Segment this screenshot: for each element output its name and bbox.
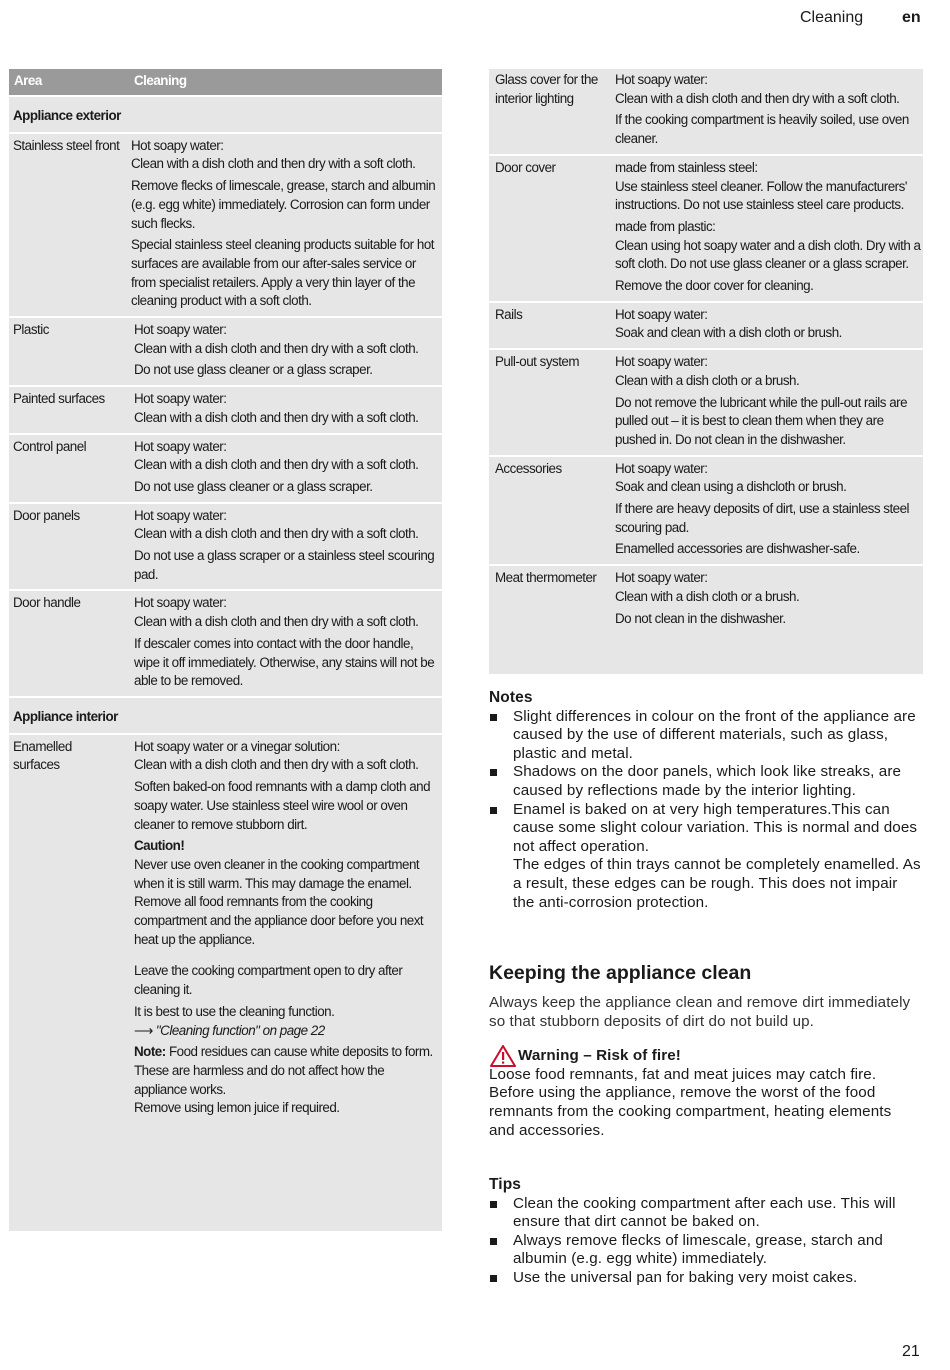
intro-text: Always keep the appliance clean and remove dirt immediately so that stubborn deposits of dirt do not build up.: [489, 994, 911, 1030]
area-cell: Rails: [495, 306, 523, 322]
line-text: Soften baked-on food remnants with a damp cloth and soapy water. Use stainless steel wire wool or oven cleaner to remove stubborn dirt.: [134, 779, 431, 832]
cleaning-cell: [615, 460, 923, 560]
line-heading: Hot soapy water:: [615, 306, 708, 322]
page-header: [0, 7, 950, 31]
line-text: Do not use glass cleaner or a glass scraper.: [134, 362, 373, 378]
table-row: [489, 566, 923, 633]
line-text: Remove the door cover for cleaning.: [615, 278, 814, 294]
table-row: [9, 318, 442, 387]
table-row: [489, 69, 923, 156]
warning-text: Loose food remnants, fat and meat juices may catch fire. Before using the appliance, remove the worst of the food remnants from the cooking compartment, heating elements and accessories.: [489, 1065, 892, 1139]
cleaning-cell: [134, 594, 442, 691]
line-text: Leave the cooking compartment open to dry after cleaning it.: [134, 963, 403, 998]
line-text: Use stainless steel cleaner. Follow the manufacturers' instructions. Do not use stainless steel care products.: [615, 178, 907, 213]
line-heading: Hot soapy water:: [615, 354, 708, 370]
list-item-text: Clean the cooking compartment after each use. This will ensure that dirt cannot be baked on.: [513, 1194, 896, 1231]
warning-triangle-icon: [490, 1045, 516, 1067]
line-text: It is best to use the cleaning function.: [134, 1003, 335, 1019]
language-code: en: [902, 9, 921, 26]
line-text: Do not use a glass scraper or a stainless steel scouring pad.: [134, 548, 435, 582]
list-item: [489, 801, 921, 913]
cleaning-cell: [615, 71, 923, 149]
line-heading: made from stainless steel:: [615, 159, 758, 175]
area-cell: Stainless steel front: [13, 137, 120, 153]
bullet-icon: [490, 1275, 497, 1282]
line-text: If descaler comes into contact with the door handle, wipe it off immediately. Otherwise, any stains will not be able to be removed.: [134, 635, 435, 689]
line-text: Special stainless steel cleaning products suitable for hot surfaces are available from our after-sales service or from specialist retailers. Apply a very thin layer of the cleaning product with a soft cloth.: [131, 237, 434, 309]
line-text: Soak and clean using a dishcloth or brush.: [615, 479, 847, 495]
col-area-header: Area: [14, 73, 42, 88]
cleaning-cell: [615, 569, 923, 628]
table-row: [9, 387, 442, 434]
line-text: Clean using hot soapy water and a dish cloth. Dry with a soft cloth. Do not use glass cleaner or a glass scraper.: [615, 237, 921, 272]
line-text: Clean with a dish cloth and then dry with a soft cloth.: [134, 614, 419, 630]
table-row: [489, 303, 923, 350]
line-heading: Hot soapy water:: [134, 595, 227, 611]
line-text: Food residues can cause white deposits to form. These are harmless and do not affect how the appliance works.: [134, 1044, 433, 1097]
line-text: Soak and clean with a dish cloth or brush.: [615, 325, 842, 341]
tips-title: Tips: [489, 1176, 521, 1193]
area-cell: Control panel: [13, 438, 87, 454]
list-item-text: Slight differences in colour on the front of the appliance are caused by the use of different materials, such as glass, plastic and metal.: [513, 707, 916, 762]
arrow-right-icon: ⟶: [134, 1022, 156, 1038]
cross-reference[interactable]: [134, 1022, 440, 1041]
notes-title: Notes: [489, 689, 533, 706]
group-title: Appliance exterior: [9, 97, 442, 134]
col-cleaning-header: Cleaning: [134, 73, 187, 88]
table-row: [489, 457, 923, 567]
bullet-icon: [490, 1238, 497, 1245]
cleaning-cell: [615, 159, 923, 296]
line-heading: Hot soapy water:: [134, 438, 227, 454]
line-heading: Hot soapy water:: [615, 72, 708, 87]
line-text: Clean with a dish cloth and then dry with a soft cloth.: [134, 457, 419, 473]
line-text: Clean with a dish cloth and then dry with a soft cloth.: [615, 90, 900, 106]
cleaning-cell: [134, 438, 442, 497]
list-item: [489, 1269, 921, 1288]
cleaning-cell: [134, 390, 442, 427]
line-heading: Hot soapy water:: [131, 137, 224, 153]
table-row: [9, 735, 442, 1123]
cleaning-table-left: [9, 69, 442, 1231]
list-item-text: Use the universal pan for baking very moist cakes.: [513, 1268, 858, 1286]
table-row: [489, 350, 923, 457]
line-text: Do not clean in the dishwasher.: [615, 610, 786, 626]
table-row: [9, 134, 442, 318]
line-text: Remove flecks of limescale, grease, starch and albumin (e.g. egg white) immediately. Corrosion can form under such flecks.: [131, 178, 436, 231]
bullet-icon: [490, 1201, 497, 1208]
table-header: [9, 69, 442, 97]
area-cell: Door handle: [13, 595, 81, 611]
line-text: Clean with a dish cloth and then dry with a soft cloth.: [134, 526, 419, 542]
line-heading: Hot soapy water:: [615, 460, 708, 476]
caution-label: Caution!: [134, 838, 185, 854]
area-cell: Painted surfaces: [13, 391, 105, 407]
line-text: Clean with a dish cloth or a brush.: [615, 372, 800, 388]
cleaning-cell: [131, 137, 442, 311]
list-item: [489, 708, 921, 764]
area-cell: Door cover: [495, 159, 556, 175]
line-text: Clean with a dish cloth and then dry with a soft cloth.: [134, 340, 419, 356]
warning-title: Warning – Risk of fire!: [518, 1047, 681, 1065]
line-text: Clean with a dish cloth and then dry with a soft cloth.: [131, 156, 416, 172]
section-title: Cleaning: [800, 9, 864, 26]
area-cell: Pull-out system: [495, 354, 580, 370]
area-cell: Door panels: [13, 507, 80, 523]
bullet-icon: [490, 807, 497, 814]
line-text: Do not remove the lubricant while the pull-out rails are pulled out – it is best to clean them when they are pushed in. Do not clean in the dishwasher.: [615, 394, 908, 447]
line-text: Never use oven cleaner in the cooking compartment when it is still warm. This may damage the enamel. Remove all food remnants from the cooking compartment and the appliance door before you next heat up the appliance.: [134, 856, 424, 947]
cleaning-table-right: [489, 69, 923, 674]
line-heading: Hot soapy water:: [134, 391, 227, 407]
list-item-extra: The edges of thin trays cannot be completely enamelled. As a result, these edges can be rough. This does not impair the anti-corrosion protection.: [513, 856, 921, 911]
tips-section: [489, 1176, 921, 1288]
area-cell: Enamelled surfaces: [13, 738, 72, 773]
line-text: Do not use glass cleaner or a glass scraper.: [134, 478, 373, 494]
bullet-icon: [490, 769, 497, 776]
warning-box: [489, 1047, 921, 1140]
table-row: [489, 156, 923, 303]
notes-section: [489, 689, 921, 912]
table-row: [9, 435, 442, 504]
line-heading: Hot soapy water or a vinegar solution:: [134, 738, 340, 754]
line-text: If there are heavy deposits of dirt, use a stainless steel scouring pad.: [615, 501, 910, 535]
line-text: Clean with a dish cloth and then dry with a soft cloth.: [134, 757, 419, 773]
list-item-text: Always remove flecks of limescale, grease, starch and albumin (e.g. egg white) immediately.: [513, 1231, 883, 1268]
cleaning-cell: [615, 353, 923, 450]
notes-list: [489, 708, 921, 913]
tips-list: [489, 1195, 921, 1288]
line-text: If the cooking compartment is heavily soiled, use oven cleaner.: [615, 112, 909, 147]
keeping-section: [489, 960, 921, 1140]
line-text: Remove using lemon juice if required.: [134, 1100, 340, 1116]
list-item-text: Shadows on the door panels, which look like streaks, are caused by reflections made by the interior lighting.: [513, 763, 902, 799]
list-item: [489, 763, 921, 800]
list-item: [489, 1195, 921, 1232]
note-label: Note:: [134, 1044, 166, 1060]
cross-reference-link[interactable]: "Cleaning function" on page 22: [155, 1022, 325, 1038]
page-number: 21: [902, 1343, 920, 1360]
line-text: Enamelled accessories are dishwasher-safe.: [615, 541, 860, 557]
line-heading: Hot soapy water:: [134, 322, 227, 338]
cleaning-cell: [134, 321, 442, 380]
cleaning-cell: [134, 738, 442, 1118]
section-heading: Keeping the appliance clean: [489, 962, 752, 984]
cleaning-cell: [134, 507, 442, 585]
area-cell: Glass cover for the interior lighting: [495, 72, 598, 106]
area-cell: Meat thermometer: [495, 570, 597, 586]
bullet-icon: [490, 714, 497, 721]
line-heading: Hot soapy water:: [134, 507, 227, 523]
cleaning-cell: [615, 306, 923, 343]
area-cell: Accessories: [495, 460, 562, 476]
list-item-text: Enamel is baked on at very high temperatures.This can cause some slight colour variation. This is normal and does not affect operation.: [513, 800, 918, 855]
table-row: [9, 591, 442, 698]
line-text: Clean with a dish cloth or a brush.: [615, 588, 800, 604]
line-heading: Hot soapy water:: [615, 570, 708, 586]
group-title: Appliance interior: [9, 698, 442, 735]
list-item: [489, 1232, 921, 1269]
area-cell: Plastic: [13, 322, 49, 338]
table-row: [9, 504, 442, 592]
line-heading: made from plastic:: [615, 218, 716, 234]
line-text: Clean with a dish cloth and then dry with a soft cloth.: [134, 409, 419, 425]
